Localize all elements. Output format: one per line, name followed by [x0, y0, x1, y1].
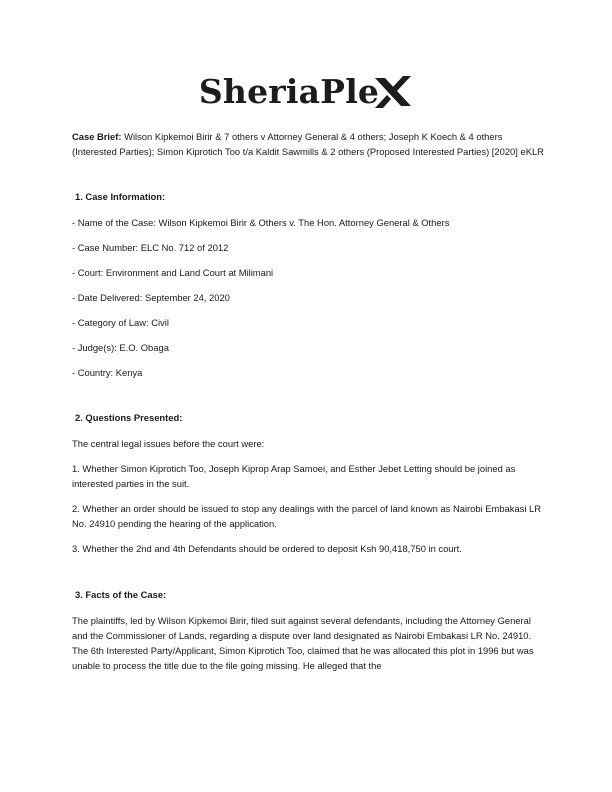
case-info-court: - Court: Environment and Land Court at Milimani: [72, 267, 274, 278]
facts-body: The plaintiffs, led by Wilson Kipkemoi Birir, filed suit against several defendants, including the Attorney General and the Commissioner of Lands, regarding a dispute over land designated as Nairobi Embakasi LR No. 24910. The 6th Interested Party/Applicant, Simon Kiprotich Too, claimed that he was allocated this plot in 1996 but was unable to process the title due to the file going missing. He alleged that the: [72, 615, 534, 671]
case-info-name: - Name of the Case: Wilson Kipkemoi Birir & Others v. The Hon. Attorney General & Others: [72, 217, 450, 228]
section-heading-case-information: 1. Case Information:: [75, 191, 166, 202]
case-info-date: - Date Delivered: September 24, 2020: [72, 292, 230, 303]
case-info-number: - Case Number: ELC No. 712 of 2012: [72, 242, 229, 253]
logo-text: SheriaPle: [198, 72, 380, 111]
question-1: 1. Whether Simon Kiprotich Too, Joseph Kiprop Arap Samoei, and Esther Jebet Letting should be joined as interested parties in the suit.: [72, 463, 516, 489]
document-body: [72, 129, 548, 673]
questions-intro: The central legal issues before the court were:: [72, 438, 265, 449]
case-brief: [72, 129, 548, 159]
case-info-judge: - Judge(s): E.O. Obaga: [72, 342, 169, 353]
question-3: 3. Whether the 2nd and 4th Defendants should be ordered to deposit Ksh 90,418,750 in court.: [72, 543, 462, 554]
question-2: 2. Whether an order should be issued to stop any dealings with the parcel of land known as Nairobi Embakasi LR No. 24910 pending the hearing of the application.: [72, 503, 542, 529]
case-brief-label: Case Brief:: [72, 131, 122, 142]
section-heading-questions-presented: 2. Questions Presented:: [75, 412, 183, 423]
case-info-category: - Category of Law: Civil: [72, 317, 169, 328]
x-logo-icon: [373, 74, 413, 110]
sheriaplex-logo: [0, 72, 612, 122]
section-heading-facts: 3. Facts of the Case:: [75, 589, 167, 600]
case-brief-text: Wilson Kipkemoi Birir & 7 others v Attorney General & 4 others; Joseph K Koech & 4 others (Interested Parties); Simon Kiprotich Too t/a Kaldit Sawmills & 2 others (Proposed Interested Parties) [2020] eKLR: [72, 131, 544, 157]
case-info-country: - Country: Kenya: [72, 367, 143, 378]
